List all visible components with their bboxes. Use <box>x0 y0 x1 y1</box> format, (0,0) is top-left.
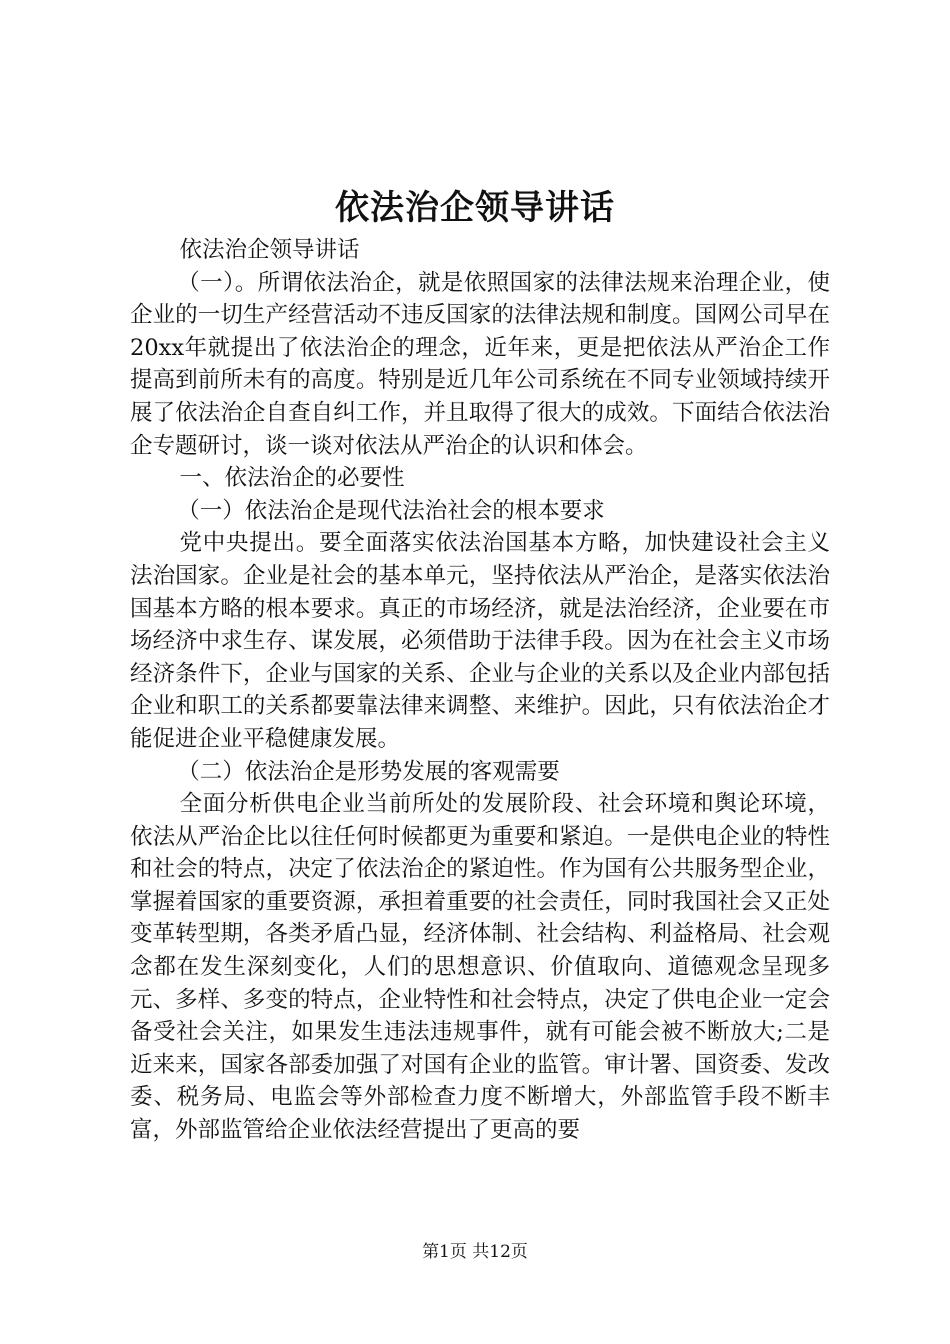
document-body <box>130 234 830 1147</box>
document-title: 依法治企领导讲话 <box>335 188 615 228</box>
paragraph-body-1: 党中央提出。要全面落实依法治国基本方略，加快建设社会主义法治国家。企业是社会的基本单元，坚持依法从严治企，是落实依法治国基本方略的根本要求。真正的市场经济，就是法治经济，企业要在市场经济中求生存、谋发展，必须借助于法律手段。因为在社会主义市场经济条件下，企业与国家的关系、企业与企业的关系以及企业内部包括企业和职工的关系都要靠法律来调整、来维护。因此，只有依法治企才能促进企业平稳健康发展。 <box>130 530 830 752</box>
paragraph-intro: （一）。所谓依法治企，就是依照国家的法律法规来治理企业，使企业的一切生产经营活动不违反国家的法律法规和制度。国网公司早在20xx年就提出了依法治企的理念，近年来，更是把依法从严治企工作提高到前所未有的高度。特别是近几年公司系统在不同专业领域持续开展了依法治企自查自纠工作，并且取得了很大的成效。下面结合依法治企专题研讨，谈一谈对依法从严治企的认识和体会。 <box>130 269 830 459</box>
subsection-heading-1: （一）依法治企是现代法治社会的根本要求 <box>177 497 605 524</box>
paragraph-subtitle: 依法治企领导讲话 <box>179 237 360 263</box>
section-heading: 一、依法治企的必要性 <box>179 465 405 492</box>
paragraph-body-2: 全面分析供电企业当前所处的发展阶段、社会环境和舆论环境，依法从严治企比以往任何时候都更为重要和紧迫。一是供电企业的特性和社会的特点，决定了依法治企的紧迫性。作为国有公共服务型企业，掌握着国家的重要资源，承担着重要的社会责任，同时我国社会又正处变革转型期，各类矛盾凸显，经济体制、社会结构、利益格局、社会观念都在发生深刻变化，人们的思想意识、价值取向、道德观念呈现多元、多样、多变的特点，企业特性和社会特点，决定了供电企业一定会备受社会关注，如果发生违法违规事件，就有可能会被不断放大;二是近来来，国家各部委加强了对国有企业的监管。审计署、国资委、发改委、税务局、电监会等外部检查力度不断增大，外部监管手段不断丰富，外部监管给企业依法经营提出了更高的要 <box>130 791 830 1144</box>
page-footer: 第1页 共12页 <box>422 1242 528 1262</box>
subsection-heading-2: （二）依法治企是形势发展的客观需要 <box>177 758 560 785</box>
